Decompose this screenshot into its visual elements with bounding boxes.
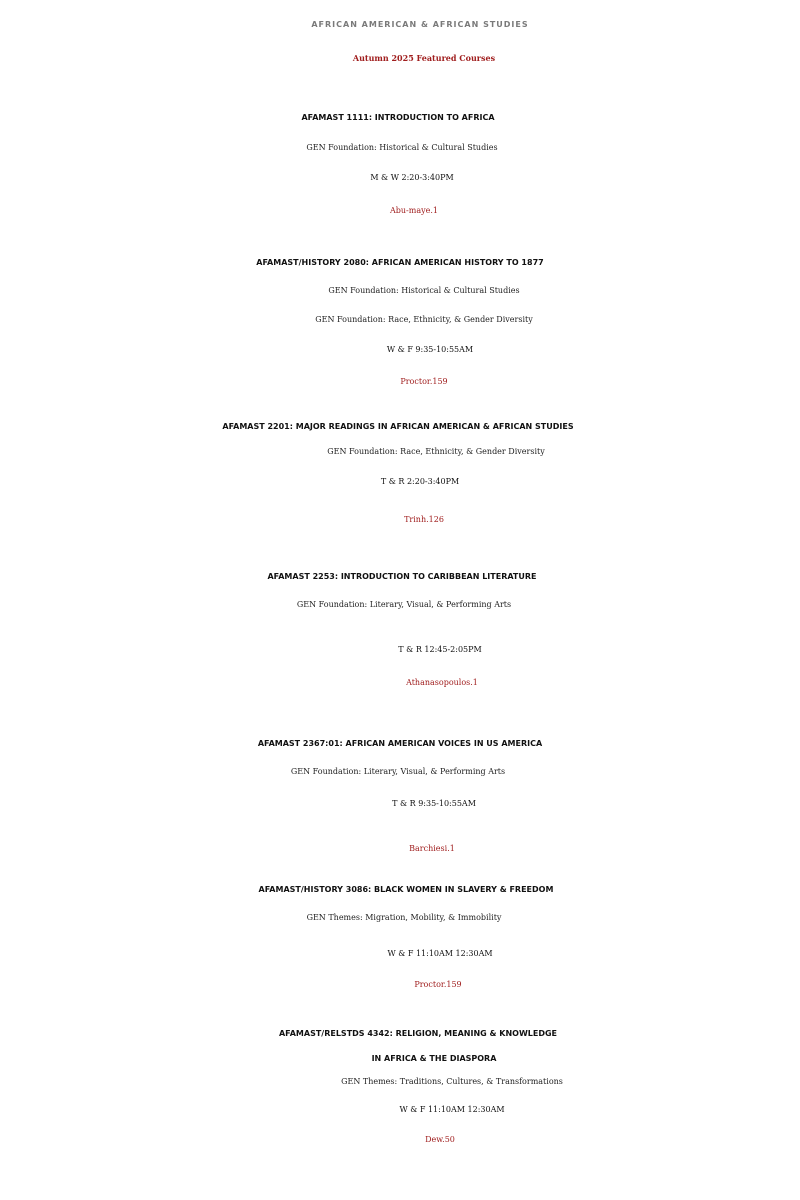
gen-requirement: GEN Foundation: Literary, Visual, & Performing Arts (290, 767, 506, 776)
course-title: AFAMAST 2253: INTRODUCTION TO CARIBBEAN LITERATURE (267, 572, 537, 581)
course-title-continued: IN AFRICA & THE DIASPORA (371, 1054, 497, 1063)
course-title: AFAMAST 2367:01: AFRICAN AMERICAN VOICES IN US AMERICA (257, 739, 543, 748)
gen-requirement: GEN Themes: Migration, Mobility, & Immobility (306, 913, 502, 922)
gen-requirement: GEN Foundation: Historical & Cultural Studies (306, 143, 498, 152)
instructor-name: Dew.50 (425, 1135, 455, 1144)
instructor-name: Proctor.159 (400, 377, 448, 386)
gen-requirement: GEN Foundation: Historical & Cultural Studies (328, 286, 520, 295)
course-time: W & F 11:10AM 12:30AM (399, 1105, 505, 1114)
course-title: AFAMAST/HISTORY 2080: AFRICAN AMERICAN HISTORY TO 1877 (256, 258, 544, 267)
instructor-name: Athanasopoulos.1 (406, 678, 478, 687)
instructor-name: Barchiesi.1 (409, 844, 455, 853)
page-subtitle: Autumn 2025 Featured Courses (352, 53, 496, 63)
course-time: T & R 12:45-2:05PM (398, 645, 482, 654)
instructor-name: Trinh.126 (404, 515, 444, 524)
gen-requirement: GEN Themes: Traditions, Cultures, & Transformations (341, 1077, 563, 1086)
gen-requirement: GEN Foundation: Race, Ethnicity, & Gender Diversity (315, 315, 533, 324)
department-title: AFRICAN AMERICAN & AFRICAN STUDIES (311, 20, 529, 29)
course-title: AFAMAST 1111: INTRODUCTION TO AFRICA (301, 113, 495, 122)
instructor-name: Proctor.159 (414, 980, 462, 989)
course-time: W & F 9:35-10:55AM (386, 345, 474, 354)
course-time: W & F 11:10AM 12:30AM (387, 949, 493, 958)
course-time: T & R 9:35-10:55AM (392, 799, 476, 808)
instructor-name: Abu-maye.1 (390, 206, 438, 215)
course-title: AFAMAST 2201: MAJOR READINGS IN AFRICAN AMERICAN & AFRICAN STUDIES (222, 422, 574, 431)
course-time: M & W 2:20-3:40PM (370, 173, 454, 182)
course-title: AFAMAST/RELSTDS 4342: RELIGION, MEANING & KNOWLEDGE (278, 1029, 557, 1038)
course-time: T & R 2:20-3:40PM (380, 477, 460, 486)
gen-requirement: GEN Foundation: Literary, Visual, & Performing Arts (296, 600, 512, 609)
course-title: AFAMAST/HISTORY 3086: BLACK WOMEN IN SLAVERY & FREEDOM (258, 885, 554, 894)
gen-requirement: GEN Foundation: Race, Ethnicity, & Gender Diversity (327, 447, 545, 456)
